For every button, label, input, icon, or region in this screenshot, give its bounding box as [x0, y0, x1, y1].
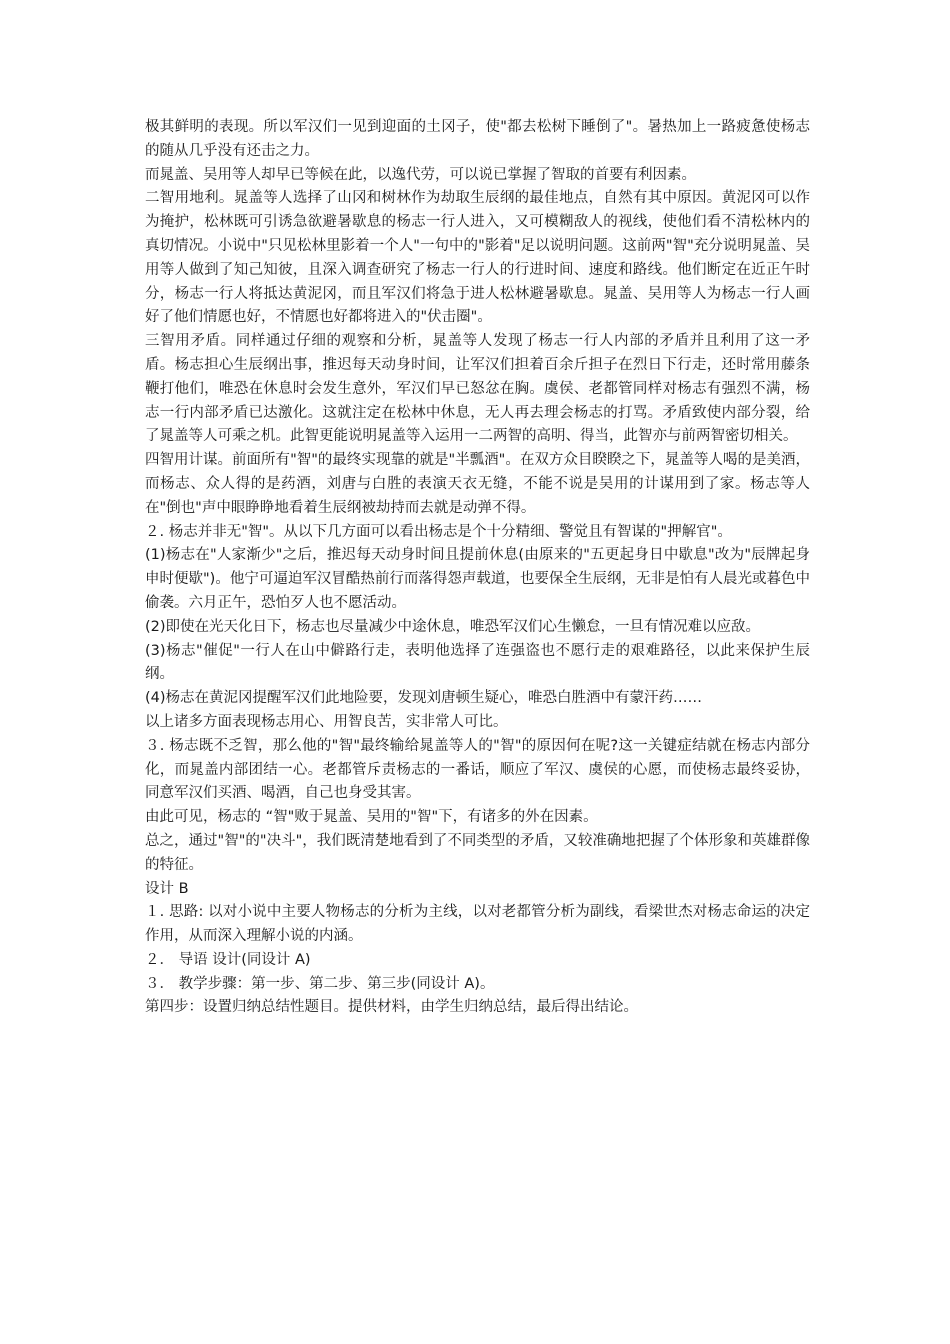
paragraph: 以上诸多方面表现杨志用心、用智良苦，实非常人可比。 — [145, 713, 508, 730]
paragraph: 第四步：设置归纳总结性题目。提供材料，由学生归纳总结，最后得出结论。 — [145, 999, 638, 1016]
paragraph: (1)杨志在"人家渐少"之后，推迟每天动身时间且提前休息(由原来的"五更起身日中歇息"改为"辰牌起身申时便歇")。他宁可逼迫军汉冒酷热前行而落得怨声载道，也要保全生辰纲，无非是怕有人晨光或暮色中偷袭。六月正午，恐怕歹人也不愿活动。 — [145, 547, 810, 611]
paragraph: (3)杨志"催促"一行人在山中僻路行走，表明他选择了连强盗也不愿行走的艰难路径，以此来保护生辰纲。 — [145, 642, 810, 683]
paragraph: 极其鲜明的表现。所以军汉们一见到迎面的土冈子，使"都去松树下睡倒了"。暑热加上一路疲惫使杨志的随从几乎没有还击之力。 — [145, 119, 810, 159]
paragraph: 而晁盖、吴用等人却早已等候在此，以逸代劳，可以说已掌握了智取的首要有利因素。 — [145, 166, 696, 183]
paragraph: 二智用地利。晁盖等人选择了山冈和树林作为劫取生辰纲的最佳地点，自然有其中原因。黄泥冈可以作为掩护，松林既可引诱急欲避暑歇息的杨志一行人进入，又可模糊敌人的视线，使他们看不清松林内的真切情况。小说中"只见松林里影着一个人"一句中的"影着"足以说明问题。这前两"智"充分说明晁盖、吴用等人做到了知己知彼，且深入调查研究了杨志一行人的行进时间、速度和路线。他们断定在近正午时分，杨志一行人将抵达黄泥冈，而且军汉们将急于进人松林避暑歇息。晁盖、吴用等人为杨志一行人画好了他们情愿也好，不情愿也好都将进入的"伏击圈"。 — [145, 190, 810, 326]
paragraph: (2)即使在光天化日下，杨志也尽量减少中途休息，唯恐军汉们心生懒怠，一旦有情况难以应敌。 — [145, 618, 761, 635]
paragraph: ２． 导语 设计(同设计 A) — [145, 951, 311, 968]
paragraph: ３. 杨志既不乏智，那么他的"智"最终输给晁盖等人的"智"的原因何在呢?这一关键症结就在杨志内部分化，而晁盖内部团结一心。老都管斥责杨志的一番话，顺应了军汉、虞侯的心愿，而使杨志最终妥协，同意军汉们买酒、喝酒，自己也身受其害。 — [145, 737, 810, 802]
paragraph: (4)杨志在黄泥冈提醒军汉们此地险要，发现刘唐顿生疑心，唯恐白胜酒中有蒙汗药…… — [145, 690, 703, 707]
document-page — [145, 116, 810, 1020]
paragraph: ２. 杨志并非无"智"。从以下几方面可以看出杨志是个十分精细、警觉且有智谋的"押解官"。 — [145, 523, 732, 540]
paragraph: 三智用矛盾。同样通过仔细的观察和分析，晁盖等人发现了杨志一行人内部的矛盾并且利用了这一矛盾。杨志担心生辰纲出事，推迟每天动身时间，让军汉们担着百余斤担子在烈日下行走，还时常用藤条鞭打他们，唯恐在休息时会发生意外，军汉们早已怒忿在胸。虞侯、老都管同样对杨志有强烈不满，杨志一行内部矛盾已达激化。这就注定在松林中休息，无人再去理会杨志的打骂。矛盾致使内部分裂，给了晁盖等人可乘之机。此智更能说明晁盖等入运用一二两智的高明、得当，此智亦与前两智密切相关。 — [145, 333, 810, 445]
section-heading: 设计 B — [145, 880, 189, 897]
paragraph: ３． 教学步骤：第一步、第二步、第三步(同设计 A)。 — [145, 975, 495, 992]
paragraph: 四智用计谋。前面所有"智"的最终实现靠的就是"半瓢酒"。在双方众目睽睽之下，晁盖等人喝的是美酒，而杨志、众人得的是药酒，刘唐与白胜的表演天衣无缝，不能不说是吴用的计谋用到了家。杨志等人在"倒也"声中眼睁睁地看着生辰纲被劫持而去就是动弹不得。 — [145, 452, 810, 516]
paragraph: １. 思路: 以对小说中主要人物杨志的分析为主线，以对老都管分析为副线，看梁世杰对杨志命运的决定作用，从而深入理解小说的内涵。 — [145, 904, 810, 945]
paragraph: 由此可见，杨志的 “智"败于晁盖、吴用的"智"下，有诸多的外在因素。 — [145, 809, 598, 826]
paragraph: 总之，通过"智"的"决斗"，我们既清楚地看到了不同类型的矛盾，又较准确地把握了个体形象和英雄群像的特征。 — [145, 832, 810, 873]
